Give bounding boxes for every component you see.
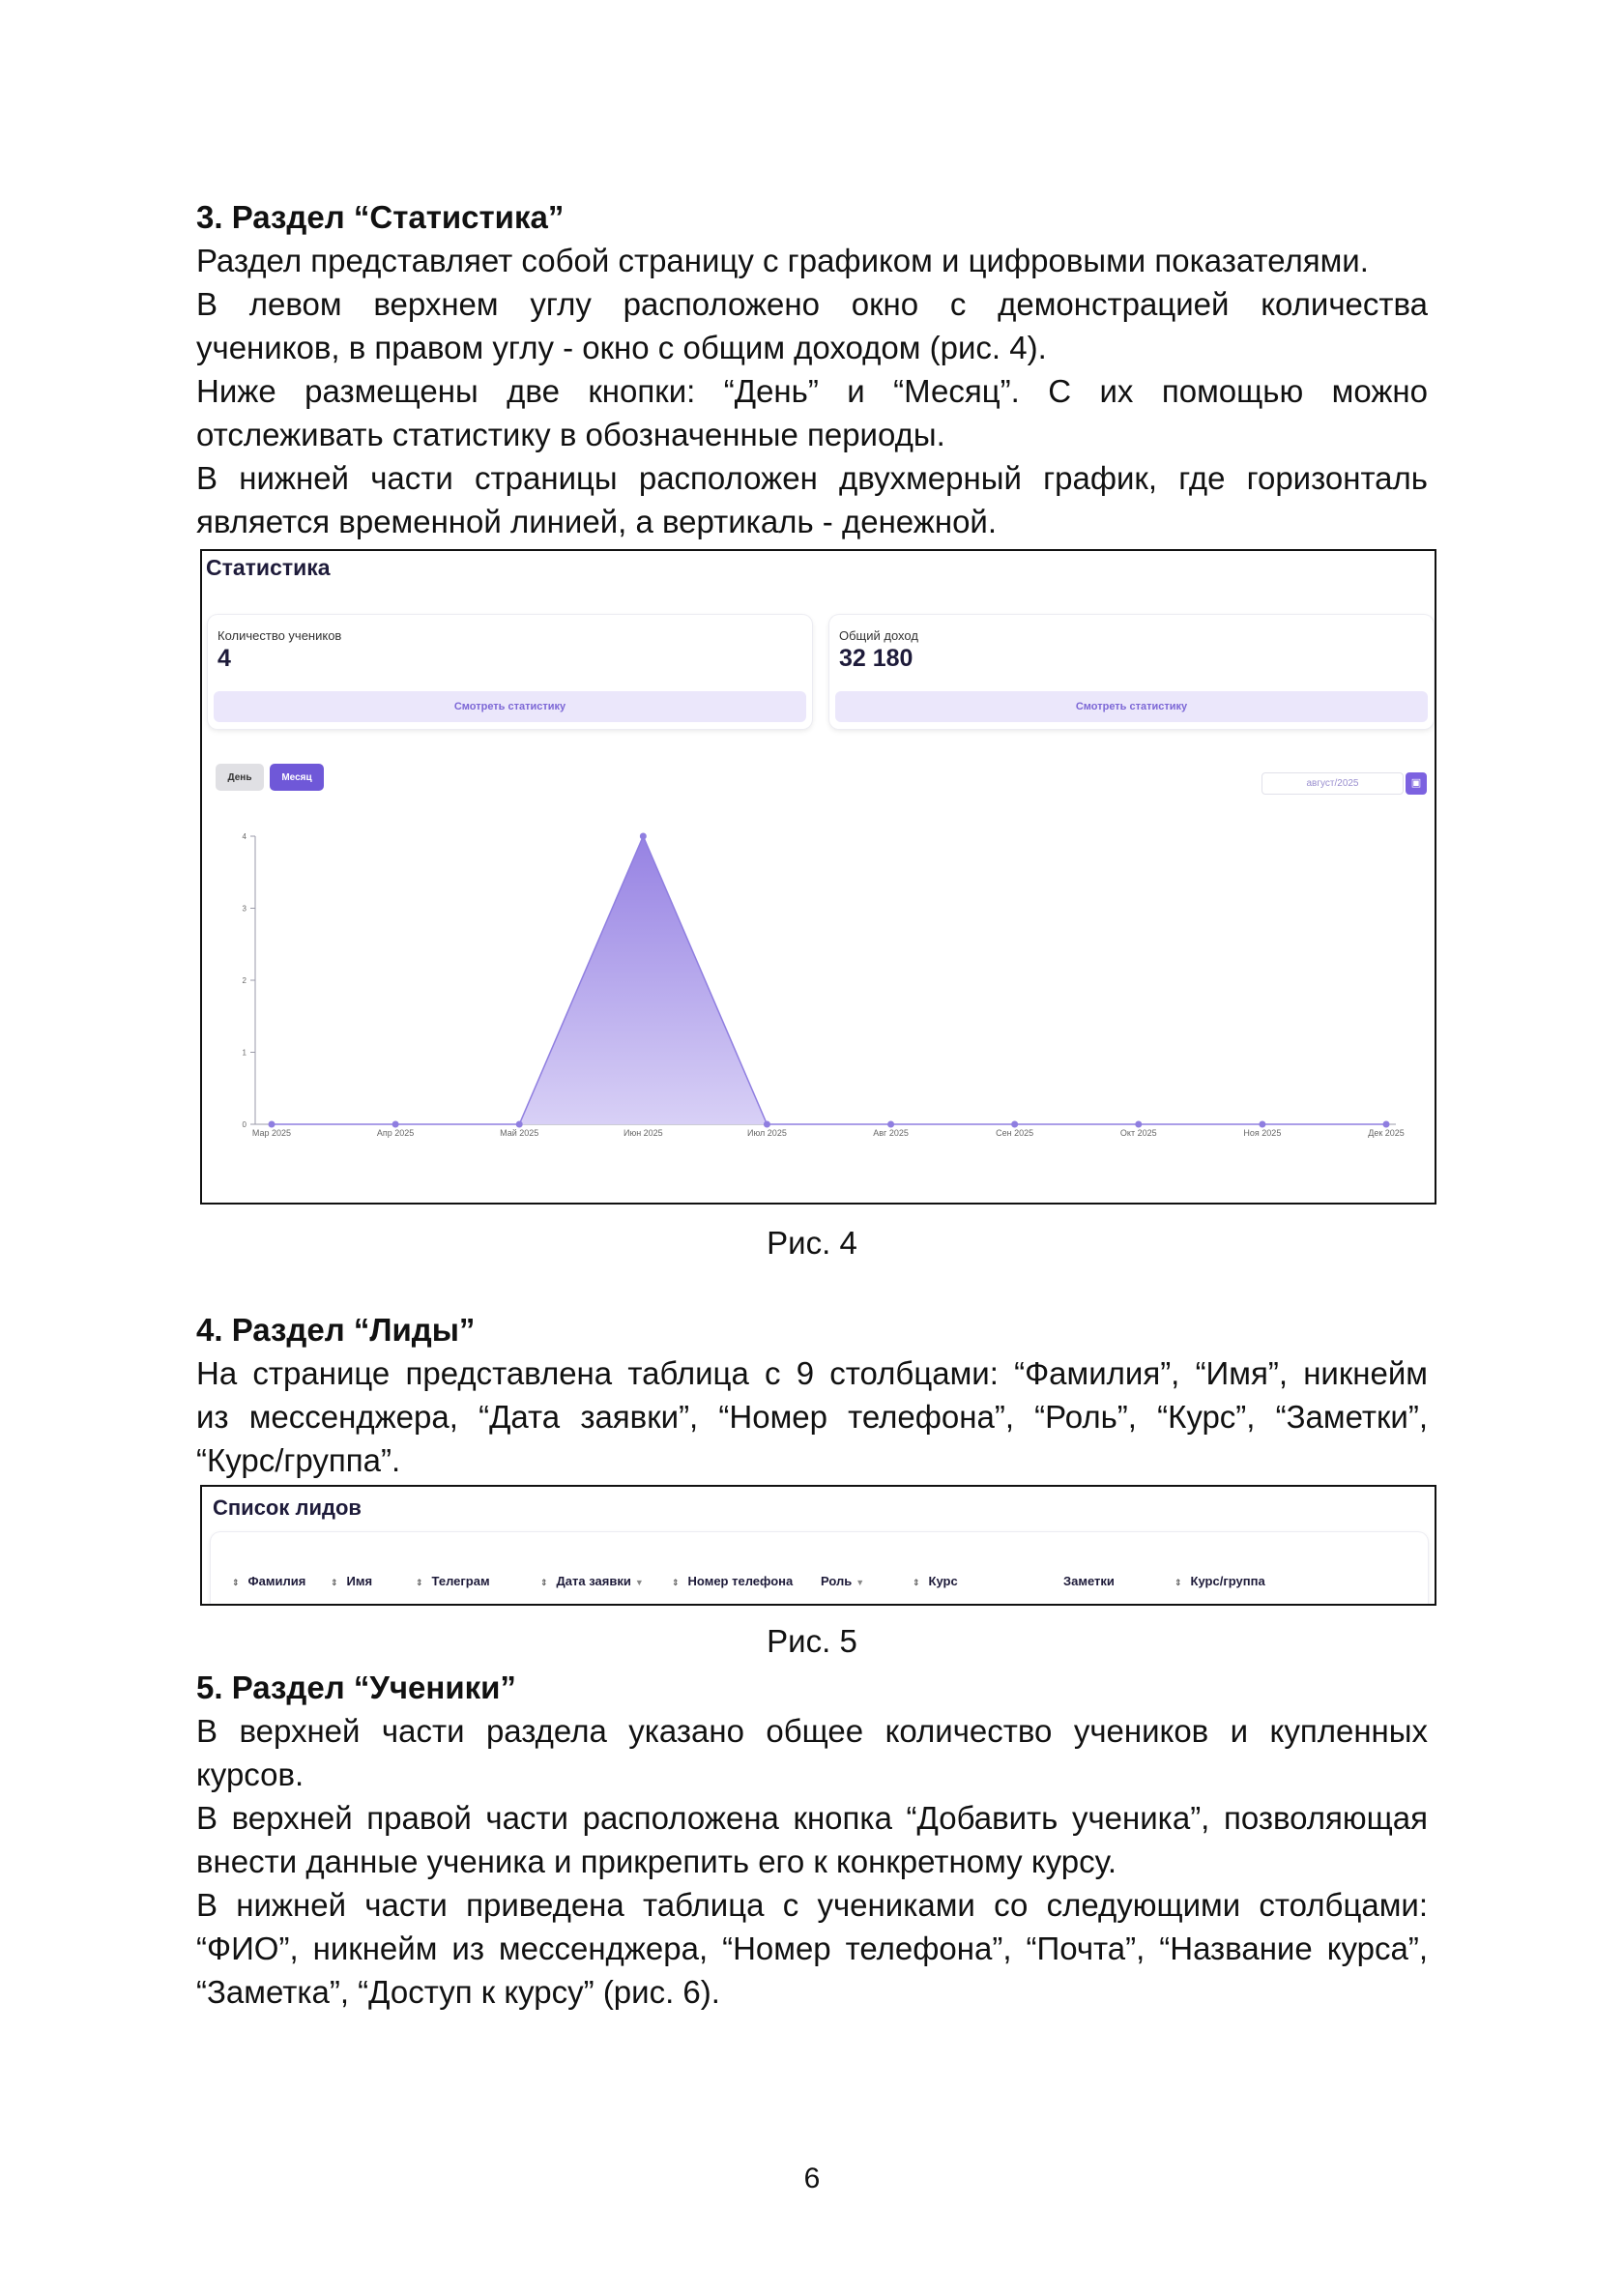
- data-point: [1259, 1121, 1265, 1128]
- figure-4-statistics-screenshot: [200, 549, 1436, 1205]
- x-tick-label: Май 2025: [500, 1128, 539, 1138]
- column-header-surname[interactable]: ⇕ Фамилия: [232, 1574, 306, 1588]
- series-line: [272, 836, 1386, 1124]
- paragraph-line: является временной линией, а вертикаль - денежной.: [196, 504, 998, 539]
- figure-5-leads-screenshot: [200, 1485, 1436, 1606]
- section-4-heading: 4. Раздел “Лиды”: [196, 1312, 476, 1348]
- data-point: [516, 1121, 523, 1128]
- column-header-request-date[interactable]: ⇕ Дата заявки ▼: [540, 1574, 644, 1588]
- data-point: [887, 1121, 894, 1128]
- paragraph-line: На странице представлена таблица с 9 столбцами: “Фамилия”, “Имя”, никнейм: [196, 1355, 1428, 1391]
- statistics-page-title: Статистика: [206, 555, 331, 580]
- x-tick-label: Июл 2025: [747, 1128, 787, 1138]
- x-tick-label: Окт 2025: [1119, 1128, 1157, 1138]
- total-income-value: 32 180: [839, 645, 914, 672]
- y-tick-label: 1: [242, 1048, 246, 1058]
- x-tick-label: Дек 2025: [1368, 1128, 1405, 1138]
- figure-4-caption: Рис. 4: [767, 1225, 857, 1261]
- filter-icon[interactable]: ▼: [856, 1578, 865, 1587]
- x-tick-label: Авг 2025: [873, 1128, 909, 1138]
- paragraph-line: В нижней части приведена таблица с учениками со следующими столбцами:: [196, 1887, 1428, 1923]
- view-students-statistics-button[interactable]: Смотреть статистику: [214, 691, 806, 722]
- column-header-notes[interactable]: Заметки: [1063, 1574, 1115, 1588]
- paragraph-line: В верхней правой части расположена кнопка “Добавить ученика”, позволяющая: [196, 1800, 1428, 1836]
- day-period-button[interactable]: День: [216, 764, 264, 791]
- y-tick-label: 4: [242, 832, 246, 841]
- column-header-telegram[interactable]: ⇕ Телеграм: [416, 1574, 490, 1588]
- y-tick-label: 0: [242, 1120, 246, 1129]
- paragraph-line: “Курс/группа”.: [196, 1442, 401, 1478]
- paragraph-line: В нижней части страницы расположен двухмерный график, где горизонталь: [196, 460, 1428, 496]
- x-tick-label: Апр 2025: [376, 1128, 415, 1138]
- figure-5-caption: Рис. 5: [767, 1623, 857, 1659]
- column-header-role[interactable]: Роль ▼: [821, 1574, 865, 1588]
- paragraph-line: из мессенджера, “Дата заявки”, “Номер телефона”, “Роль”, “Курс”, “Заметки”,: [196, 1399, 1428, 1435]
- x-tick-label: Июн 2025: [623, 1128, 663, 1138]
- leads-list-title: Список лидов: [213, 1495, 362, 1520]
- section-5-text: [196, 1709, 1428, 2014]
- calendar-icon[interactable]: ▣: [1406, 772, 1427, 795]
- total-income-label: Общий доход: [839, 628, 918, 643]
- paragraph-line: учеников, в правом углу - окно с общим доходом (рис. 4).: [196, 330, 1047, 365]
- section-5-heading: 5. Раздел “Ученики”: [196, 1670, 516, 1705]
- section-3-text: [196, 239, 1428, 543]
- statistics-area-chart: [202, 551, 1435, 1203]
- data-point: [392, 1121, 399, 1128]
- paragraph-line: Ниже размещены две кнопки: “День” и “Месяц”. С их помощью можно: [196, 373, 1428, 409]
- paragraph-line: отслеживать статистику в обозначенные периоды.: [196, 417, 945, 452]
- sort-icon[interactable]: ⇕: [416, 1578, 423, 1587]
- students-count-label: Количество учеников: [218, 628, 342, 643]
- data-point: [764, 1121, 770, 1128]
- sort-icon[interactable]: ⇕: [232, 1578, 240, 1587]
- data-point: [1383, 1121, 1390, 1128]
- column-header-course[interactable]: ⇕ Курс: [913, 1574, 958, 1588]
- paragraph-line: В верхней части раздела указано общее количество учеников и купленных: [196, 1713, 1428, 1749]
- y-tick-label: 3: [242, 904, 246, 914]
- paragraph-line: внести данные ученика и прикрепить его к конкретному курсу.: [196, 1844, 1116, 1879]
- x-tick-label: Сен 2025: [996, 1128, 1034, 1138]
- sort-icon[interactable]: ⇕: [1174, 1578, 1182, 1587]
- section-3-heading: 3. Раздел “Статистика”: [196, 199, 565, 235]
- month-period-button[interactable]: Месяц: [270, 764, 324, 791]
- y-tick-label: 2: [242, 976, 246, 985]
- x-tick-label: Мар 2025: [251, 1128, 292, 1138]
- filter-icon[interactable]: ▼: [634, 1578, 644, 1587]
- column-header-course-group[interactable]: ⇕ Курс/группа: [1174, 1574, 1265, 1588]
- paragraph-line: “Заметка”, “Доступ к курсу” (рис. 6).: [196, 1974, 720, 2010]
- x-tick-label: Ноя 2025: [1243, 1128, 1282, 1138]
- column-header-phone[interactable]: ⇕ Номер телефона: [672, 1574, 794, 1588]
- leads-table: [211, 1532, 1428, 1606]
- paragraph-line: “ФИО”, никнейм из мессенджера, “Номер телефона”, “Почта”, “Название курса”,: [196, 1931, 1428, 1966]
- view-income-statistics-button[interactable]: Смотреть статистику: [835, 691, 1428, 722]
- students-count-value: 4: [218, 645, 231, 672]
- column-header-name[interactable]: ⇕ Имя: [331, 1574, 373, 1588]
- data-point: [640, 833, 647, 840]
- sort-icon[interactable]: ⇕: [913, 1578, 920, 1587]
- page-number: 6: [803, 2163, 821, 2194]
- sort-icon[interactable]: ⇕: [672, 1578, 680, 1587]
- series-area: [272, 836, 1386, 1124]
- sort-icon[interactable]: ⇕: [331, 1578, 338, 1587]
- data-point: [269, 1121, 276, 1128]
- data-point: [1135, 1121, 1142, 1128]
- paragraph-line: В левом верхнем углу расположено окно с демонстрацией количества: [196, 286, 1428, 322]
- paragraph-line: Раздел представляет собой страницу с графиком и цифровыми показателями.: [196, 243, 1369, 278]
- sort-icon[interactable]: ⇕: [540, 1578, 548, 1587]
- paragraph-line: курсов.: [196, 1757, 304, 1792]
- data-point: [1011, 1121, 1018, 1128]
- section-4-text: [196, 1351, 1428, 1482]
